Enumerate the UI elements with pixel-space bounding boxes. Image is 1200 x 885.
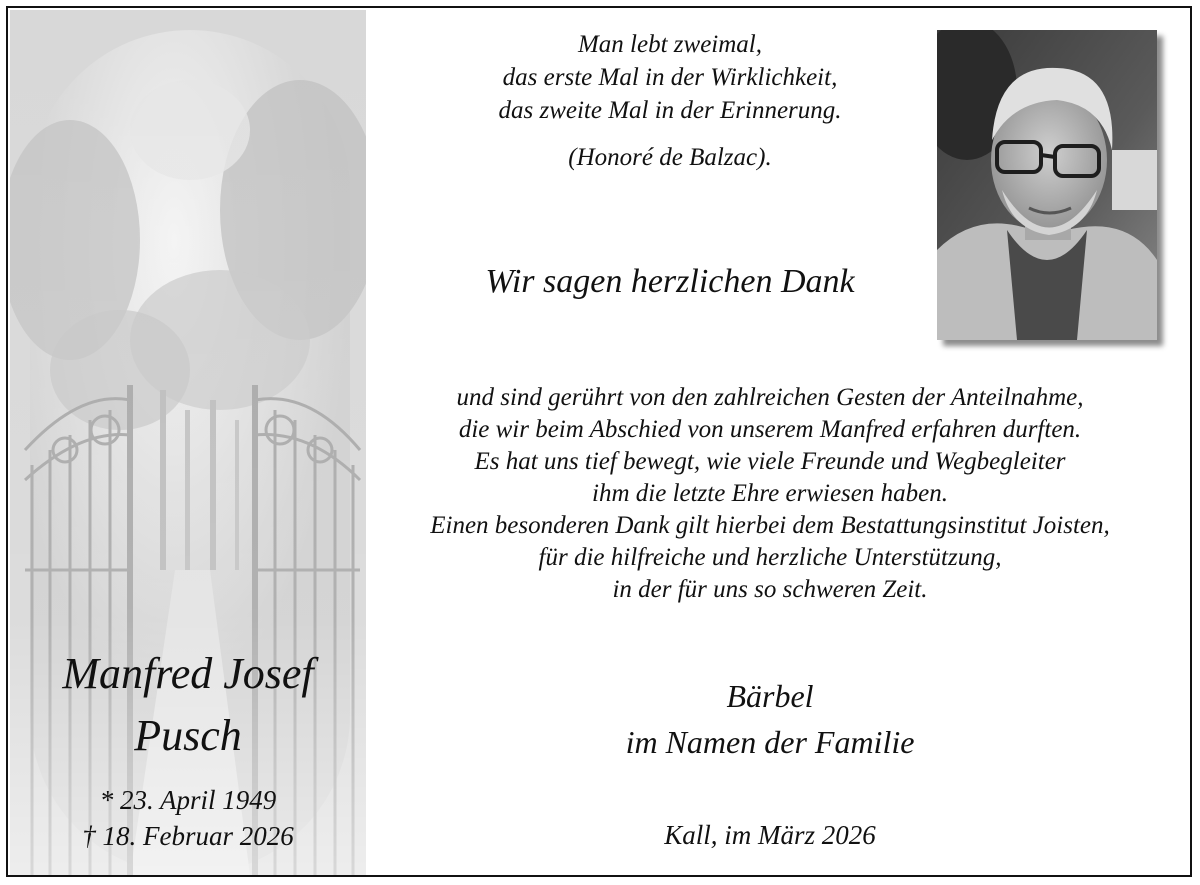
signature-name: Bärbel — [726, 678, 814, 714]
body-line-3: Es hat uns tief bewegt, wie viele Freunde und Wegbegleiter — [474, 448, 1066, 475]
quote-line-2: das erste Mal in der Wirklichkeit, — [502, 64, 838, 91]
body-line-7: in der für uns so schweren Zeit. — [612, 576, 928, 603]
quote-author: (Honoré de Balzac). — [568, 144, 772, 171]
body-line-2: die wir beim Abschied von unserem Manfred erfahren durften. — [458, 416, 1082, 443]
deceased-first-names: Manfred Josef — [62, 649, 314, 698]
body-line-5: Einen besonderen Dank gilt hierbei dem Bestattungsinstitut Joisten, — [430, 512, 1110, 539]
quote-line-3: das zweite Mal in der Erinnerung. — [498, 97, 842, 124]
body-line-6: für die hilfreiche und herzliche Unterstützung, — [538, 544, 1002, 571]
birth-date: * 23. April 1949 — [99, 785, 277, 815]
death-date: † 18. Februar 2026 — [82, 821, 294, 851]
thanks-heading: Wir sagen herzlichen Dank — [485, 263, 855, 300]
body-line-4: ihm die letzte Ehre erwiesen haben. — [592, 480, 948, 507]
signature-family: im Namen der Familie — [625, 724, 915, 760]
body-line-1: und sind gerührt von den zahlreichen Gesten der Anteilnahme, — [456, 384, 1084, 411]
deceased-last-name: Pusch — [134, 711, 242, 760]
place-date: Kall, im März 2026 — [664, 820, 876, 850]
quote-line-1: Man lebt zweimal, — [577, 31, 762, 58]
portrait-photo — [937, 30, 1157, 340]
